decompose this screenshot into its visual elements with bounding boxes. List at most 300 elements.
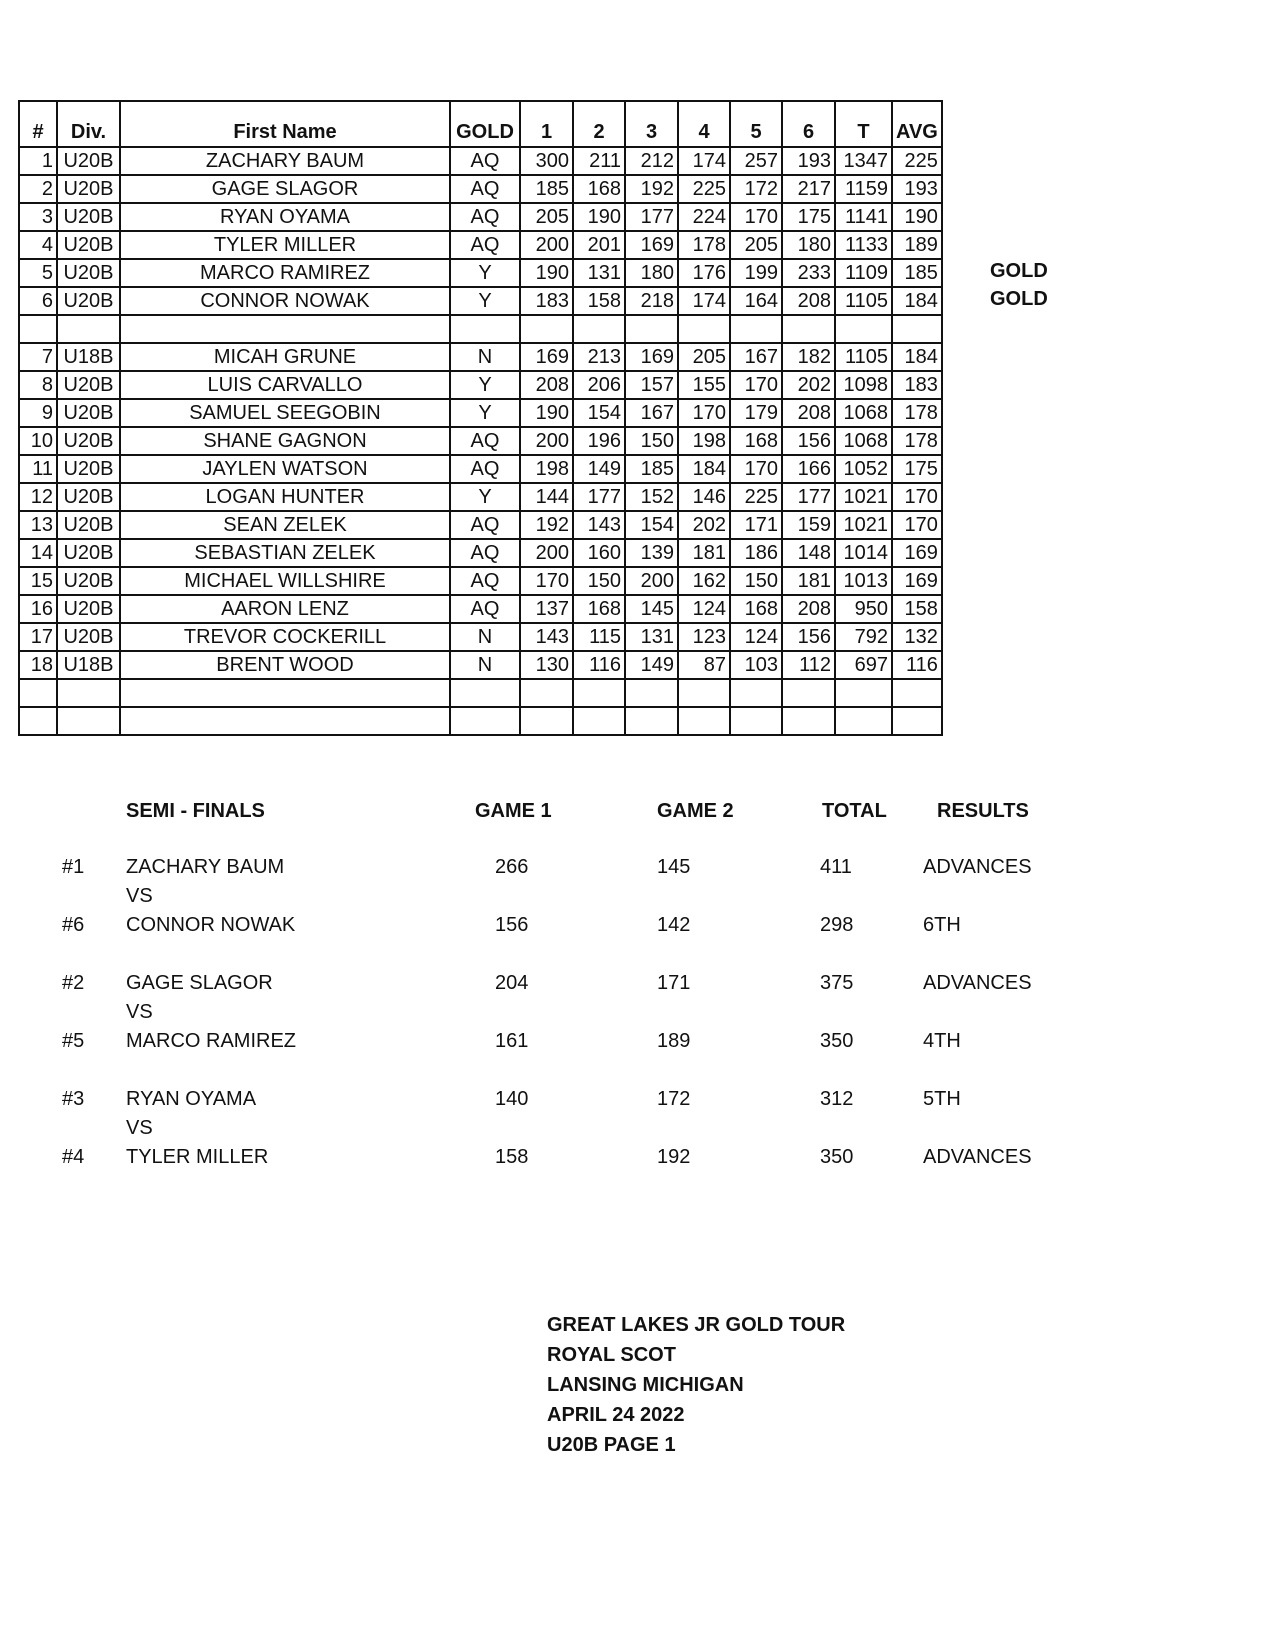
division-cell: U20B <box>57 427 120 455</box>
semi-total-header: TOTAL <box>822 800 887 822</box>
game-4-score-cell: 176 <box>678 259 730 287</box>
average-cell: 190 <box>892 203 942 231</box>
table-row <box>19 399 942 427</box>
game-5-score-cell <box>730 679 782 707</box>
game-4-score-cell: 205 <box>678 343 730 371</box>
name-cell: ZACHARY BAUM <box>120 147 450 175</box>
division-cell: U18B <box>57 651 120 679</box>
name-cell <box>120 707 450 735</box>
gold-status-cell: AQ <box>450 539 520 567</box>
division-cell: U20B <box>57 623 120 651</box>
gold-status-cell: N <box>450 343 520 371</box>
game-3-score-cell: 192 <box>625 175 678 203</box>
semi-seed: #4 <box>62 1146 85 1168</box>
game-2-score-cell: 143 <box>573 511 625 539</box>
division-cell: U20B <box>57 175 120 203</box>
total-cell: 1014 <box>835 539 892 567</box>
division-cell <box>57 315 120 343</box>
semi-vs-label: VS <box>126 1001 153 1023</box>
average-cell: 225 <box>892 147 942 175</box>
semi-game-2-header: GAME 2 <box>657 800 734 822</box>
semi-vs-label: VS <box>126 1117 153 1139</box>
game-3-score-cell: 200 <box>625 567 678 595</box>
game-1-score-cell: 192 <box>520 511 573 539</box>
gold-status-cell: Y <box>450 483 520 511</box>
game-1-score-cell: 185 <box>520 175 573 203</box>
average-cell: 189 <box>892 231 942 259</box>
semi-finals-title: SEMI - FINALS <box>126 800 265 822</box>
gold-status-cell: AQ <box>450 147 520 175</box>
game-2-score-cell: 213 <box>573 343 625 371</box>
rank-cell: 8 <box>19 371 57 399</box>
game-5-score-cell: 205 <box>730 231 782 259</box>
game-3-score-cell: 150 <box>625 427 678 455</box>
game-3-score-cell: 157 <box>625 371 678 399</box>
game-4-score-cell: 162 <box>678 567 730 595</box>
game-3-score-cell: 185 <box>625 455 678 483</box>
footer-page-label: U20B PAGE 1 <box>547 1434 676 1456</box>
name-cell: SEBASTIAN ZELEK <box>120 539 450 567</box>
average-cell: 193 <box>892 175 942 203</box>
game-6-score-cell: 202 <box>782 371 835 399</box>
game-5-score-cell: 124 <box>730 623 782 651</box>
game-5-score-cell: 168 <box>730 595 782 623</box>
total-cell <box>835 707 892 735</box>
gold-status-cell <box>450 315 520 343</box>
average-cell: 116 <box>892 651 942 679</box>
game-4-score-cell: 181 <box>678 539 730 567</box>
rank-cell: 13 <box>19 511 57 539</box>
game-6-score-cell: 159 <box>782 511 835 539</box>
name-cell: JAYLEN WATSON <box>120 455 450 483</box>
game-1-score-cell: 200 <box>520 539 573 567</box>
semi-total-score: 375 <box>820 972 854 994</box>
game-3-score-cell: 152 <box>625 483 678 511</box>
rank-cell <box>19 315 57 343</box>
division-cell: U20B <box>57 399 120 427</box>
game-6-score-cell: 193 <box>782 147 835 175</box>
game-2-score-cell: 168 <box>573 595 625 623</box>
standings-body <box>19 147 942 735</box>
game-1-score-cell: 300 <box>520 147 573 175</box>
table-row <box>19 343 942 371</box>
semi-seed: #3 <box>62 1088 85 1110</box>
event-footer <box>547 1310 845 1460</box>
semi-game-1-score: 266 <box>495 856 529 878</box>
gold-status-cell: AQ <box>450 203 520 231</box>
game-6-score-cell <box>782 315 835 343</box>
game-1-score-cell <box>520 707 573 735</box>
division-cell: U20B <box>57 231 120 259</box>
game-1-score-cell: 183 <box>520 287 573 315</box>
name-cell: MICHAEL WILLSHIRE <box>120 567 450 595</box>
header-div: Div. <box>57 101 120 147</box>
game-3-score-cell: 139 <box>625 539 678 567</box>
game-6-score-cell: 208 <box>782 399 835 427</box>
game-2-score-cell: 160 <box>573 539 625 567</box>
average-cell: 185 <box>892 259 942 287</box>
total-cell: 792 <box>835 623 892 651</box>
rank-cell: 14 <box>19 539 57 567</box>
semi-player-name: ZACHARY BAUM <box>126 856 285 878</box>
gold-status-cell: AQ <box>450 175 520 203</box>
game-2-score-cell: 211 <box>573 147 625 175</box>
rank-cell: 7 <box>19 343 57 371</box>
game-6-score-cell: 233 <box>782 259 835 287</box>
semi-total-score: 411 <box>820 856 852 878</box>
semi-total-score: 350 <box>820 1030 854 1052</box>
semi-game-2-score: 192 <box>657 1146 691 1168</box>
table-row <box>19 315 942 343</box>
header-game-4: 4 <box>678 101 730 147</box>
table-row <box>19 287 942 315</box>
game-6-score-cell: 177 <box>782 483 835 511</box>
semi-seed: #5 <box>62 1030 85 1052</box>
name-cell: AARON LENZ <box>120 595 450 623</box>
table-row <box>19 231 942 259</box>
game-4-score-cell: 202 <box>678 511 730 539</box>
game-1-score-cell <box>520 315 573 343</box>
game-6-score-cell: 217 <box>782 175 835 203</box>
game-2-score-cell: 115 <box>573 623 625 651</box>
game-3-score-cell: 169 <box>625 231 678 259</box>
total-cell: 1068 <box>835 399 892 427</box>
game-6-score-cell: 182 <box>782 343 835 371</box>
semi-game-1-score: 156 <box>495 914 529 936</box>
game-1-score-cell: 190 <box>520 259 573 287</box>
division-cell: U20B <box>57 595 120 623</box>
footer-date: APRIL 24 2022 <box>547 1404 685 1426</box>
table-row <box>19 175 942 203</box>
semi-player-name: GAGE SLAGOR <box>126 972 273 994</box>
semi-player-name: CONNOR NOWAK <box>126 914 296 936</box>
average-cell: 184 <box>892 343 942 371</box>
average-cell: 158 <box>892 595 942 623</box>
total-cell: 1098 <box>835 371 892 399</box>
game-2-score-cell: 196 <box>573 427 625 455</box>
gold-status-cell: Y <box>450 399 520 427</box>
rank-cell: 5 <box>19 259 57 287</box>
semi-game-2-score: 189 <box>657 1030 691 1052</box>
semi-game-2-score: 171 <box>657 972 691 994</box>
total-cell: 1347 <box>835 147 892 175</box>
gold-status-cell: Y <box>450 259 520 287</box>
game-3-score-cell: 154 <box>625 511 678 539</box>
header-game-2: 2 <box>573 101 625 147</box>
rank-cell: 11 <box>19 455 57 483</box>
game-3-score-cell: 169 <box>625 343 678 371</box>
game-6-score-cell: 156 <box>782 427 835 455</box>
game-6-score-cell: 181 <box>782 567 835 595</box>
name-cell: BRENT WOOD <box>120 651 450 679</box>
footer-location: LANSING MICHIGAN <box>547 1374 744 1396</box>
game-6-score-cell: 148 <box>782 539 835 567</box>
table-row <box>19 707 942 735</box>
semi-total-score: 312 <box>820 1088 854 1110</box>
total-cell <box>835 315 892 343</box>
header-gold: GOLD <box>450 101 520 147</box>
total-cell: 1133 <box>835 231 892 259</box>
game-5-score-cell: 225 <box>730 483 782 511</box>
semi-result: 4TH <box>923 1030 961 1052</box>
game-6-score-cell: 180 <box>782 231 835 259</box>
average-cell: 178 <box>892 399 942 427</box>
header-game-3: 3 <box>625 101 678 147</box>
semi-result: ADVANCES <box>923 1146 1032 1168</box>
gold-tag: GOLD <box>990 288 1048 310</box>
name-cell <box>120 315 450 343</box>
name-cell <box>120 679 450 707</box>
game-5-score-cell <box>730 707 782 735</box>
game-2-score-cell: 177 <box>573 483 625 511</box>
game-1-score-cell: 205 <box>520 203 573 231</box>
gold-status-cell: AQ <box>450 511 520 539</box>
total-cell: 1052 <box>835 455 892 483</box>
name-cell: MICAH GRUNE <box>120 343 450 371</box>
game-4-score-cell: 146 <box>678 483 730 511</box>
name-cell: TREVOR COCKERILL <box>120 623 450 651</box>
average-cell: 178 <box>892 427 942 455</box>
semi-game-2-score: 145 <box>657 856 691 878</box>
game-1-score-cell: 198 <box>520 455 573 483</box>
gold-status-cell: N <box>450 651 520 679</box>
semi-game-2-score: 142 <box>657 914 691 936</box>
gold-status-cell: AQ <box>450 567 520 595</box>
game-2-score-cell: 154 <box>573 399 625 427</box>
table-row <box>19 567 942 595</box>
semi-seed: #6 <box>62 914 85 936</box>
game-2-score-cell: 131 <box>573 259 625 287</box>
total-cell: 1013 <box>835 567 892 595</box>
name-cell: TYLER MILLER <box>120 231 450 259</box>
game-3-score-cell <box>625 315 678 343</box>
semi-player-name: RYAN OYAMA <box>126 1088 257 1110</box>
game-5-score-cell: 179 <box>730 399 782 427</box>
gold-status-cell: AQ <box>450 455 520 483</box>
game-1-score-cell: 200 <box>520 231 573 259</box>
game-2-score-cell: 150 <box>573 567 625 595</box>
game-1-score-cell: 208 <box>520 371 573 399</box>
division-cell: U20B <box>57 147 120 175</box>
game-5-score-cell: 172 <box>730 175 782 203</box>
game-5-score-cell: 164 <box>730 287 782 315</box>
game-4-score-cell: 155 <box>678 371 730 399</box>
total-cell: 1021 <box>835 483 892 511</box>
header-avg: AVG <box>892 101 942 147</box>
game-2-score-cell: 158 <box>573 287 625 315</box>
table-row <box>19 539 942 567</box>
game-5-score-cell: 170 <box>730 371 782 399</box>
total-cell: 1021 <box>835 511 892 539</box>
semi-results-header: RESULTS <box>937 800 1029 822</box>
game-2-score-cell: 168 <box>573 175 625 203</box>
division-cell: U20B <box>57 259 120 287</box>
game-4-score-cell: 87 <box>678 651 730 679</box>
rank-cell: 9 <box>19 399 57 427</box>
game-3-score-cell: 145 <box>625 595 678 623</box>
name-cell: SHANE GAGNON <box>120 427 450 455</box>
standings-table <box>18 100 943 736</box>
game-4-score-cell: 123 <box>678 623 730 651</box>
total-cell: 1109 <box>835 259 892 287</box>
average-cell: 170 <box>892 483 942 511</box>
semi-result: 6TH <box>923 914 961 936</box>
gold-status-cell: N <box>450 623 520 651</box>
game-5-score-cell: 150 <box>730 567 782 595</box>
name-cell: RYAN OYAMA <box>120 203 450 231</box>
game-4-score-cell: 178 <box>678 231 730 259</box>
average-cell: 169 <box>892 567 942 595</box>
gold-status-cell: AQ <box>450 427 520 455</box>
game-5-score-cell: 199 <box>730 259 782 287</box>
division-cell: U20B <box>57 483 120 511</box>
game-2-score-cell: 201 <box>573 231 625 259</box>
semi-game-1-score: 204 <box>495 972 529 994</box>
header-game-6: 6 <box>782 101 835 147</box>
table-row <box>19 595 942 623</box>
average-cell: 132 <box>892 623 942 651</box>
game-5-score-cell: 171 <box>730 511 782 539</box>
gold-status-cell: AQ <box>450 231 520 259</box>
rank-cell: 15 <box>19 567 57 595</box>
rank-cell <box>19 679 57 707</box>
game-2-score-cell: 149 <box>573 455 625 483</box>
game-3-score-cell: 167 <box>625 399 678 427</box>
game-3-score-cell: 149 <box>625 651 678 679</box>
game-3-score-cell <box>625 707 678 735</box>
average-cell <box>892 707 942 735</box>
gold-status-cell <box>450 707 520 735</box>
game-5-score-cell <box>730 315 782 343</box>
game-2-score-cell: 190 <box>573 203 625 231</box>
game-5-score-cell: 186 <box>730 539 782 567</box>
average-cell: 184 <box>892 287 942 315</box>
total-cell: 1141 <box>835 203 892 231</box>
name-cell: SEAN ZELEK <box>120 511 450 539</box>
rank-cell: 4 <box>19 231 57 259</box>
game-2-score-cell <box>573 679 625 707</box>
rank-cell: 1 <box>19 147 57 175</box>
semi-game-1-score: 161 <box>495 1030 529 1052</box>
rank-cell: 10 <box>19 427 57 455</box>
total-cell: 1105 <box>835 287 892 315</box>
gold-status-cell <box>450 679 520 707</box>
game-5-score-cell: 168 <box>730 427 782 455</box>
gold-status-cell: AQ <box>450 595 520 623</box>
table-row <box>19 679 942 707</box>
semi-vs-label: VS <box>126 885 153 907</box>
name-cell: CONNOR NOWAK <box>120 287 450 315</box>
game-5-score-cell: 167 <box>730 343 782 371</box>
game-1-score-cell: 143 <box>520 623 573 651</box>
game-6-score-cell: 208 <box>782 287 835 315</box>
rank-cell: 2 <box>19 175 57 203</box>
game-3-score-cell: 212 <box>625 147 678 175</box>
game-5-score-cell: 170 <box>730 203 782 231</box>
game-6-score-cell <box>782 679 835 707</box>
division-cell <box>57 679 120 707</box>
table-row <box>19 651 942 679</box>
rank-cell: 3 <box>19 203 57 231</box>
average-cell: 169 <box>892 539 942 567</box>
game-5-score-cell: 170 <box>730 455 782 483</box>
game-1-score-cell: 190 <box>520 399 573 427</box>
name-cell: GAGE SLAGOR <box>120 175 450 203</box>
game-3-score-cell: 218 <box>625 287 678 315</box>
semi-seed: #1 <box>62 856 85 878</box>
game-6-score-cell: 166 <box>782 455 835 483</box>
game-2-score-cell: 206 <box>573 371 625 399</box>
game-2-score-cell: 116 <box>573 651 625 679</box>
header-game-5: 5 <box>730 101 782 147</box>
average-cell <box>892 315 942 343</box>
rank-cell: 6 <box>19 287 57 315</box>
game-3-score-cell: 180 <box>625 259 678 287</box>
game-4-score-cell: 124 <box>678 595 730 623</box>
semi-player-name: TYLER MILLER <box>126 1146 269 1168</box>
division-cell: U20B <box>57 455 120 483</box>
division-cell: U20B <box>57 511 120 539</box>
game-2-score-cell <box>573 315 625 343</box>
table-row <box>19 483 942 511</box>
name-cell: SAMUEL SEEGOBIN <box>120 399 450 427</box>
game-1-score-cell <box>520 679 573 707</box>
total-cell: 1105 <box>835 343 892 371</box>
game-6-score-cell <box>782 707 835 735</box>
total-cell: 1068 <box>835 427 892 455</box>
header-total: T <box>835 101 892 147</box>
game-1-score-cell: 200 <box>520 427 573 455</box>
semi-result: ADVANCES <box>923 972 1032 994</box>
semi-seed: #2 <box>62 972 85 994</box>
division-cell: U20B <box>57 567 120 595</box>
table-row <box>19 147 942 175</box>
game-4-score-cell: 198 <box>678 427 730 455</box>
game-6-score-cell: 175 <box>782 203 835 231</box>
game-3-score-cell: 177 <box>625 203 678 231</box>
game-6-score-cell: 156 <box>782 623 835 651</box>
total-cell <box>835 679 892 707</box>
game-1-score-cell: 169 <box>520 343 573 371</box>
semi-game-1-score: 158 <box>495 1146 529 1168</box>
table-header-row <box>19 101 942 147</box>
name-cell: LOGAN HUNTER <box>120 483 450 511</box>
game-4-score-cell: 224 <box>678 203 730 231</box>
table-row <box>19 623 942 651</box>
total-cell: 697 <box>835 651 892 679</box>
game-4-score-cell: 174 <box>678 147 730 175</box>
table-row <box>19 371 942 399</box>
table-row <box>19 427 942 455</box>
game-6-score-cell: 112 <box>782 651 835 679</box>
division-cell <box>57 707 120 735</box>
header-game-1: 1 <box>520 101 573 147</box>
semi-player-name: MARCO RAMIREZ <box>126 1030 296 1052</box>
header-first-name: First Name <box>120 101 450 147</box>
semi-game-1-score: 140 <box>495 1088 529 1110</box>
average-cell: 170 <box>892 511 942 539</box>
game-4-score-cell <box>678 679 730 707</box>
game-1-score-cell: 144 <box>520 483 573 511</box>
name-cell: LUIS CARVALLO <box>120 371 450 399</box>
game-4-score-cell: 184 <box>678 455 730 483</box>
game-5-score-cell: 103 <box>730 651 782 679</box>
game-2-score-cell <box>573 707 625 735</box>
division-cell: U18B <box>57 343 120 371</box>
rank-cell: 17 <box>19 623 57 651</box>
game-3-score-cell <box>625 679 678 707</box>
gold-status-cell: Y <box>450 371 520 399</box>
